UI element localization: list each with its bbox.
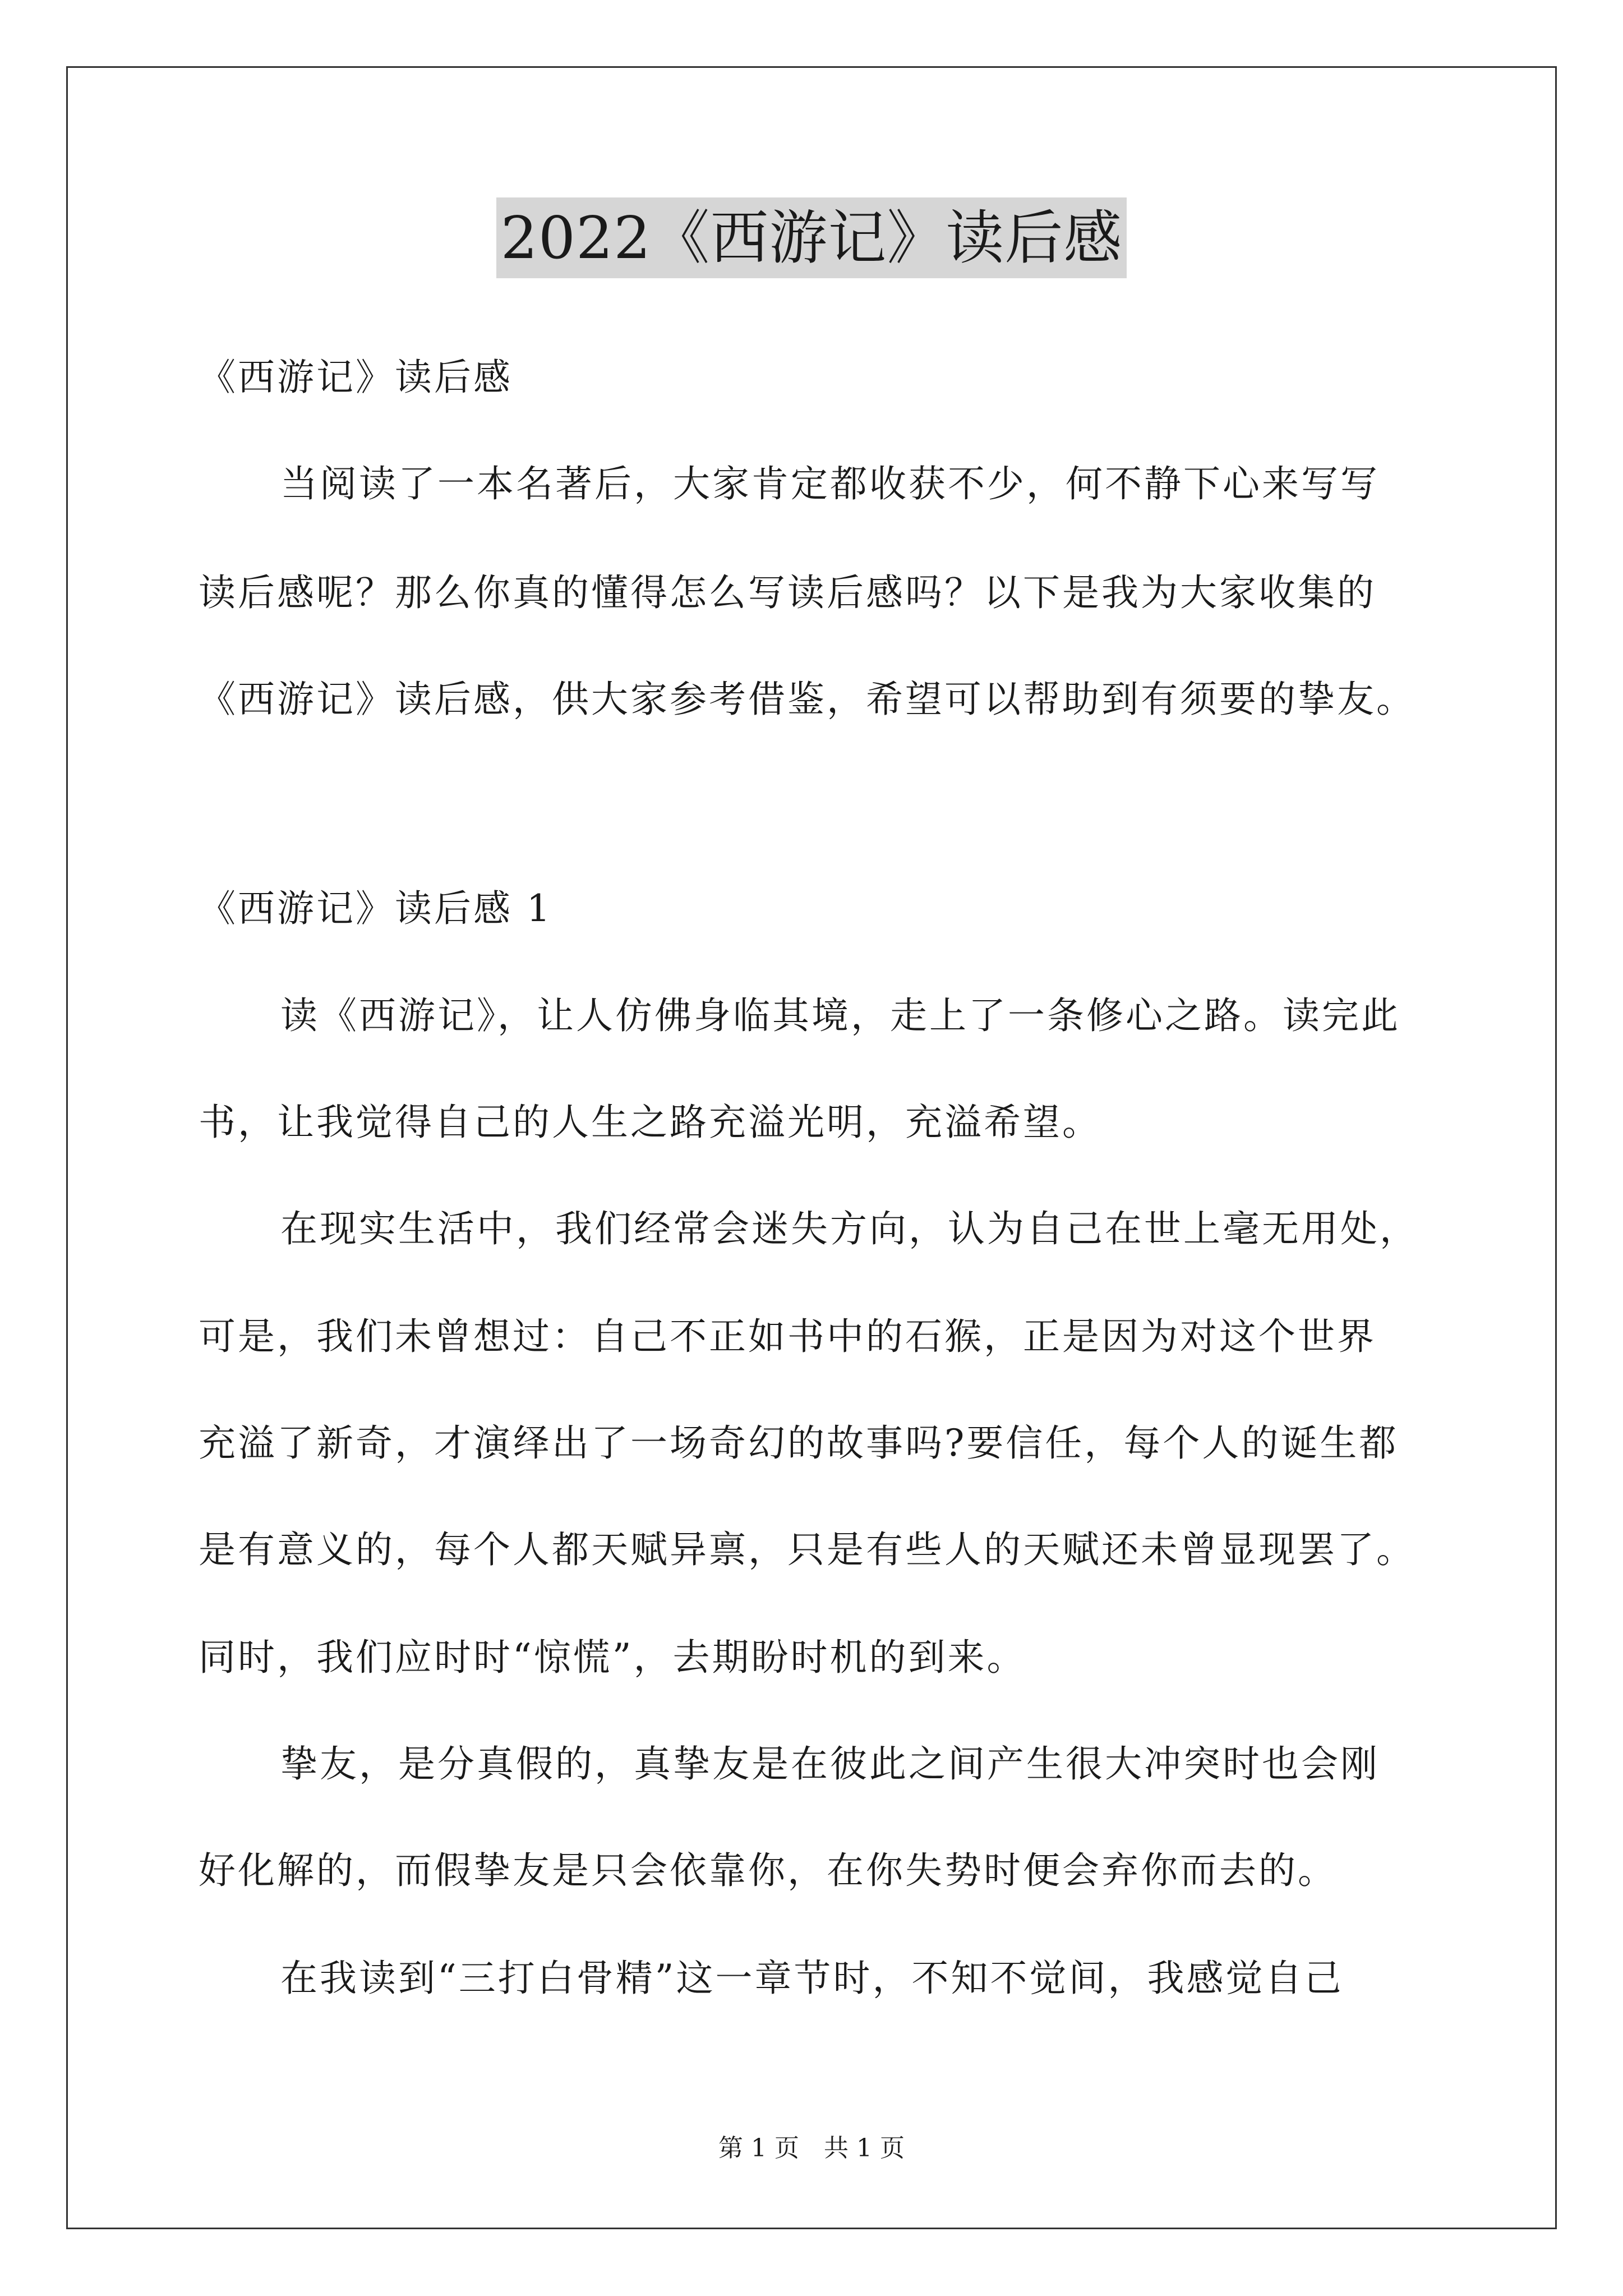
body-line: 是有意义的，每个人都天赋异禀，只是有些人的天赋还未曾显现罢了。 <box>199 1528 1415 1571</box>
body-line: 在现实生活中，我们经常会迷失方向，认为自己在世上毫无用处， <box>280 1207 1419 1250</box>
body-line: 在我读到“三打白骨精”这一章节时，不知不觉间，我感觉自己 <box>280 1957 1344 2000</box>
body-line: 可是，我们未曾想过：自己不正如书中的石猴，正是因为对这个世界 <box>199 1315 1376 1358</box>
body-line: 充溢了新奇，才演绎出了一场奇幻的故事吗?要信任，每个人的诞生都 <box>199 1421 1399 1465</box>
intro-line: 读后感呢？那么你真的懂得怎么写读后感吗？以下是我为大家收集的 <box>199 571 1376 614</box>
body-line: 书，让我觉得自己的人生之路充溢光明，充溢希望。 <box>199 1101 1101 1144</box>
intro-line: 当阅读了一本名著后，大家肯定都收获不少，何不静下心来写写 <box>280 462 1380 505</box>
intro-line: 《西游记》读后感，供大家参考借鉴，希望可以帮助到有须要的挚友。 <box>199 678 1415 721</box>
document-title: 2022《西游记》读后感 <box>496 197 1127 278</box>
body-line: 同时，我们应时时“惊慌”，去期盼时机的到来。 <box>199 1636 1026 1679</box>
title-container <box>0 197 1623 278</box>
intro-heading: 《西游记》读后感 <box>199 356 513 399</box>
section-heading-1: 《西游记》读后感 1 <box>199 887 552 930</box>
body-line: 好化解的，而假挚友是只会依靠你，在你失势时便会弃你而去的。 <box>199 1849 1337 1892</box>
page-footer: 第 1 页 共 1 页 <box>718 2134 905 2162</box>
body-line: 读《西游记》，让人仿佛身临其境，走上了一条修心之路。读完此 <box>280 994 1400 1037</box>
body-line: 挚友，是分真假的，真挚友是在彼此之间产生很大冲突时也会刚 <box>280 1742 1380 1786</box>
